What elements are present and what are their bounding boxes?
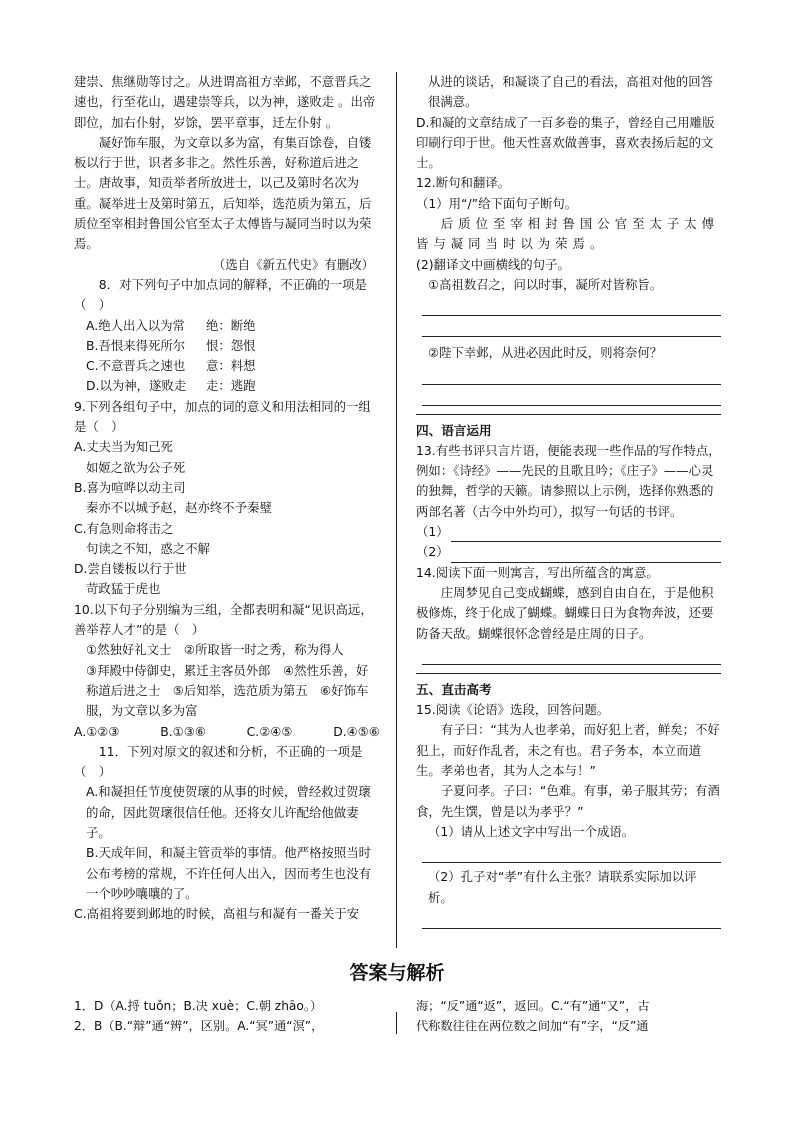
q8-option-d	[74, 376, 380, 396]
passage-paragraph-1: 建崇、焦继勋等讨之。从进谓高祖方幸邺，不意晋兵之速也，行至花山，遇建崇等兵，以为神，遂败走 。出帝即位，加右仆射，岁馀，罢平章事，迁左仆射 。	[74, 74, 376, 130]
passage-source: （选自《新五代史》有删改）	[212, 256, 374, 272]
answer-line[interactable]	[422, 364, 721, 385]
answer-1: 1．D（A.捋 tuǒn；B.决 xuè；C.朝 zhāo。）	[74, 999, 323, 1013]
q8-b-sentence: B.吾恨来得死所尔	[86, 337, 186, 353]
q10-choice-d: D.④⑤⑥	[333, 723, 380, 739]
q9-c-1: C.有急则命将击之	[74, 520, 174, 536]
q11-option-c-part: C.高祖将要到邺地的时候，高祖与和凝有一番关于安	[74, 906, 360, 922]
q8-b-gloss: 恨：怨恨	[206, 337, 256, 353]
q15-sub1: （1）请从上述文字中写出一个成语。	[428, 823, 635, 839]
q10-choices	[74, 722, 380, 742]
answer-line[interactable]	[422, 385, 721, 406]
answer-line[interactable]	[422, 644, 721, 665]
right-column	[416, 72, 721, 929]
q12-sentence-2: ②陛下幸邺，从进必因此时反，则将奈何？	[428, 345, 663, 361]
q9-b-1: B.喜为喧哗以动主司	[74, 479, 186, 495]
answers-right	[416, 996, 721, 1037]
answer-2-cont-1: 海；“反”通“返”，返回。C.“有”通“又”，古	[416, 999, 650, 1013]
answer-line[interactable]	[422, 842, 721, 863]
q13-blank-1[interactable]	[416, 522, 721, 542]
q13-blank-2[interactable]	[416, 542, 721, 562]
answer-line[interactable]	[422, 908, 721, 929]
q13-text: 13.有些书评只言片语，便能表现一些作品的写作特点，例如：《诗经》——先民的且歌且吟；《庄子》——心灵的独舞，哲学的天籁。请参照以上示例，选择你熟悉的两部名著（古今中外均可），拟写一句话的书评。	[416, 442, 721, 519]
section-4-title: 四、语言运用	[416, 414, 721, 441]
answer-2-cont-2: 代称数往往在两位数之间加“有”字，“反”通	[416, 1019, 649, 1034]
q15-text-2: 子夏问孝。子曰：“色难。有事，弟子服其劳；有酒食，先生馔，曾是以为孝乎？”	[416, 783, 720, 819]
q13-blank-2-line[interactable]	[451, 547, 721, 563]
q11-option-a: A.和凝担任节度使贺瓌的从事的时候，曾经救过贺瓌的命，因此贺瓌很信任他。还将女儿许配给他做妻子。	[86, 784, 371, 840]
q11-option-c-rest: 从进的谈话，和凝谈了自己的看法，高祖对他的回答很满意。	[428, 74, 713, 110]
q9-stem: 9.下列各组句子中，加点的词的意义和用法相同的一组是（ ）	[74, 398, 371, 435]
answers-title: 答案与解析	[349, 962, 445, 984]
q8-option-a	[74, 316, 380, 336]
q12-sentence: 后质位至宰相封鲁国公官至太子太傅皆与凝同当时以为荣焉。	[416, 216, 720, 252]
q8-a-sentence: A.绝人出入以为常	[86, 317, 185, 333]
q15-text-1: 有子曰：“其为人也孝弟，而好犯上者，鲜矣；不好犯上，而好作乱者，未之有也。君子务本，本立而道生。孝弟也者，其为人之本与！”	[416, 722, 720, 779]
q8-c-sentence: C.不意晋兵之速也	[86, 358, 186, 374]
column-divider	[396, 1012, 397, 1034]
q11-option-d: D.和凝的文章结成了一百多卷的集子，曾经自己用雕版印刷行印于世。他天性喜欢做善事，喜欢表扬后起的文士。	[416, 114, 715, 171]
q9-b-2: 秦亦不以城予赵，赵亦终不予秦璧	[86, 500, 272, 516]
q12-sub1: （1）用“/”给下面句子断句。	[416, 195, 578, 211]
q13-blank-1-line[interactable]	[451, 526, 721, 542]
answer-line[interactable]	[422, 295, 721, 316]
q14-stem: 14.阅读下面一则寓言，写出所蕴含的寓意。	[416, 564, 659, 580]
q8-option-c	[74, 356, 380, 376]
q15-stem: 15.阅读《论语》选段，回答问题。	[416, 702, 610, 718]
q13-blank-1-label: （1）	[416, 524, 449, 540]
q9-d-1: D.尝自镂板以行于世	[74, 561, 187, 577]
q9-a-1: A.丈夫当为知己死	[74, 439, 173, 455]
q8-d-gloss: 走：逃跑	[206, 378, 256, 394]
q9-d-2: 苛政猛于虎也	[86, 581, 161, 597]
q10-choice-c: C.②④⑤	[246, 723, 293, 739]
q12-stem: 12.断句和翻译。	[416, 175, 511, 191]
q8-c-gloss: 意：料想	[206, 358, 256, 374]
q8-stem: 8．对下列句子中加点词的解释，不正确的一项是（ ）	[74, 276, 367, 313]
answer-2: 2．B（B.“辩”通“辨”，区别。A.“冥”通“溟”，	[74, 1019, 324, 1034]
q15-sub2: （2）孔子对“孝”有什么主张？请联系实际加以评析。	[428, 869, 697, 905]
answers-left	[74, 996, 380, 1037]
q13-blank-2-label: （2）	[416, 544, 449, 560]
q11-option-b: B.天成年间，和凝主管贡举的事情。他严格按照当时公布考榜的常规，不许任何人出入，因而考生也没有一个吵吵嚷嚷的了。	[86, 845, 372, 901]
q10-items-1: ①然独好礼文士 ②所取皆一时之秀，称为得人	[86, 642, 344, 658]
q9-c-2: 句读之不知，惑之不解	[86, 540, 210, 556]
q8-a-gloss: 绝：断绝	[206, 317, 256, 333]
q10-choice-b: B.①③⑥	[160, 723, 206, 739]
q10-stem: 10.以下句子分别编为三组，全都表明和凝“见识高远，善举荐人才”的是（ ）	[74, 601, 373, 638]
section-5-title: 五、直击高考	[416, 673, 721, 700]
q10-choice-a: A.①②③	[74, 723, 120, 739]
answer-line[interactable]	[422, 316, 721, 337]
passage-paragraph-2: 凝好饰车服，为文章以多为富，有集百馀卷，自镂板以行于世，识者多非之。然性乐善，好称道后进之士。唐故事，知贡举者所放进士，以己及第时名次为重。凝举进士及第时第五，后知举，选范质为第五，后质位至宰相封鲁国公官至太子太傅皆与凝同当时以为荣焉。	[74, 134, 372, 252]
q8-d-sentence: D.以为神，遂败走	[86, 378, 187, 394]
column-divider	[396, 72, 397, 948]
left-column	[74, 72, 380, 924]
q10-items-2: ③拜殿中侍御史，累迁主客员外郎 ④然性乐善，好称道后进之士 ⑤后知举，选范质为第五 ⑥好饰车服，为文章以多为富	[86, 662, 369, 719]
q8-option-b	[74, 336, 380, 356]
q12-sentence-1: ①高祖数召之，问以时事，凝所对皆称旨。	[428, 276, 663, 292]
q11-stem: 11．下列对原文的叙述和分析，不正确的一项是（ ）	[74, 743, 363, 780]
q12-sub2: (2)翻译文中画横线的句子。	[416, 256, 570, 272]
q9-a-2: 如姬之欲为公子死	[86, 459, 186, 475]
q14-fable: 庄周梦见自己变成蝴蝶，感到自由自在，于是他积极修炼，终于化成了蝴蝶。蝴蝶日日为食物奔波，还要防备天敌。蝴蝶很怀念曾经是庄周的日子。	[416, 584, 714, 641]
